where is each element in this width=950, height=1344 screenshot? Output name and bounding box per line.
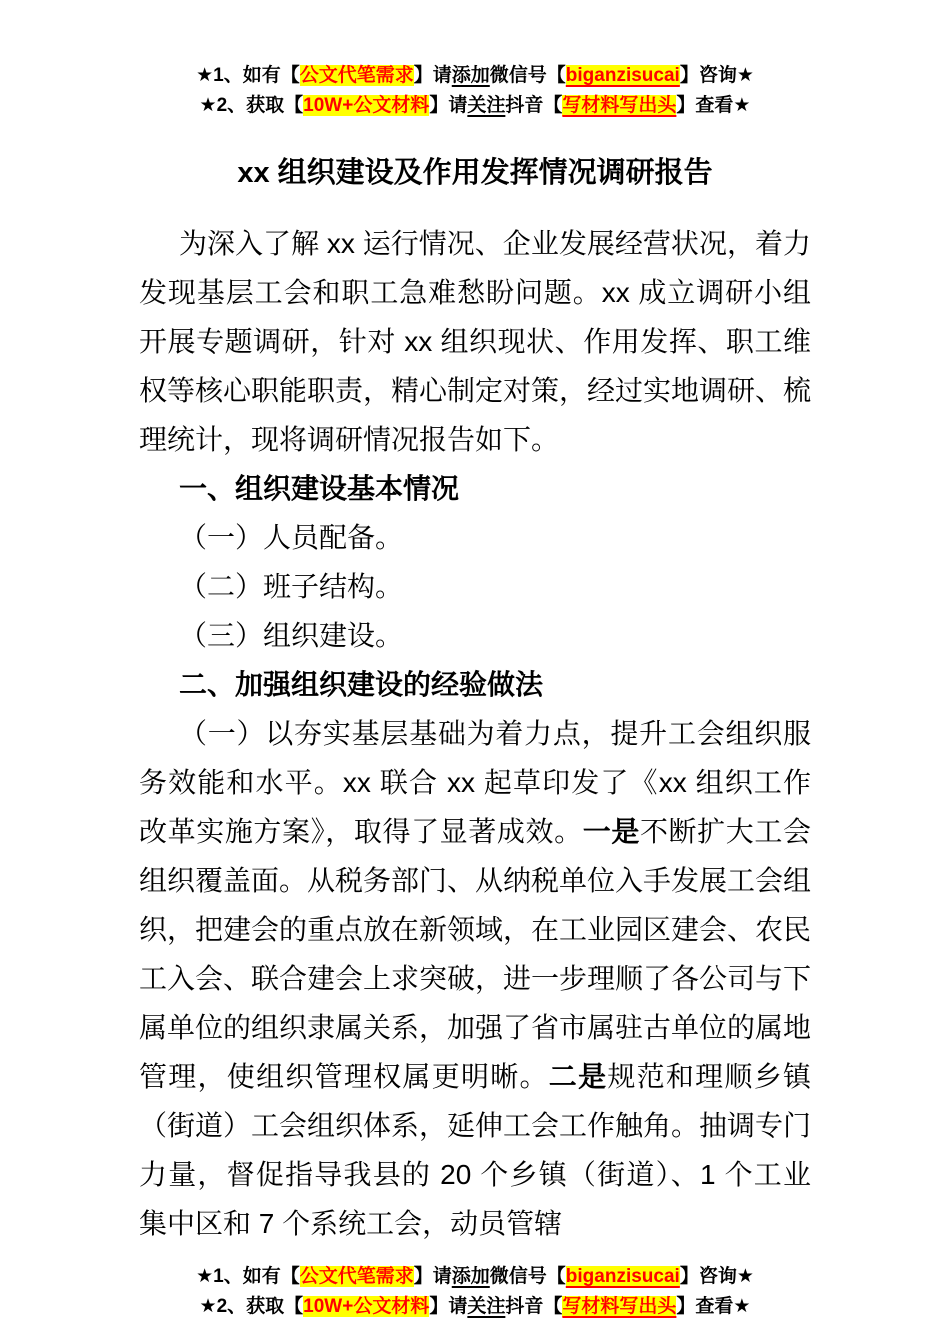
text-run: （一）人员配备。 xyxy=(179,522,404,553)
footer-promo xyxy=(0,1262,950,1322)
text-run: 规范和理顺乡镇（街道）工会组织体系，延伸工会工作触角。抽调专门力量，督促指导我县的 20 个乡镇（街道）、1 个工业集中区和 7 个系统工会，动员管辖 xyxy=(139,1061,812,1239)
promo-line-2 xyxy=(0,91,950,121)
underlined-text: 添加 xyxy=(451,1266,490,1287)
header-promo xyxy=(0,0,950,121)
paragraph xyxy=(139,219,811,464)
text-run: 】请 xyxy=(429,1296,468,1317)
text-run: 抖音【 xyxy=(505,95,563,116)
text-run: 】咨询★ xyxy=(679,1266,754,1287)
bold-text-run: 一、组织建设基本情况 xyxy=(179,473,460,504)
section-heading xyxy=(139,660,811,709)
document-title: xx 组织建设及作用发挥情况调研报告 xyxy=(237,157,713,189)
highlighted-text: biganzisucai xyxy=(565,1266,680,1287)
text-run: （二）班子结构。 xyxy=(179,571,404,602)
bold-text-run: 二、加强组织建设的经验做法 xyxy=(179,669,544,700)
highlighted-text: 10W+公文材料 xyxy=(303,95,430,116)
document-body xyxy=(139,219,811,1248)
paragraph xyxy=(139,709,811,1248)
text-run: （三）组织建设。 xyxy=(179,620,404,651)
promo-line-1 xyxy=(0,1262,950,1292)
text-run: 】查看★ xyxy=(676,1296,751,1317)
paragraph xyxy=(139,611,811,660)
text-run: 微信号【 xyxy=(489,1266,566,1287)
highlighted-text: 写材料写出头 xyxy=(562,1296,677,1317)
text-run: ★2、获取【 xyxy=(199,1296,304,1317)
bold-text-run: 二是 xyxy=(548,1061,608,1092)
promo-line-1 xyxy=(0,61,950,91)
bold-text-run: 一是 xyxy=(582,816,640,847)
highlighted-text: 公文代笔需求 xyxy=(299,1266,414,1287)
underlined-text: 添加 xyxy=(451,65,490,86)
text-run: 】请 xyxy=(413,65,452,86)
underlined-text: 关注 xyxy=(467,1296,506,1317)
text-run: 抖音【 xyxy=(505,1296,563,1317)
text-run: （一）以夯实基层基础为着力点，提升工会组织服务效能和水平。xx 联合 xx 起草印发了《xx 组织工作改革实施方案》，取得了显著成效。 xyxy=(139,718,811,847)
highlighted-text: 10W+公文材料 xyxy=(303,1296,430,1317)
text-run: 】请 xyxy=(429,95,468,116)
text-run: 】请 xyxy=(413,1266,452,1287)
text-run: 为深入了解 xx 运行情况、企业发展经营状况，着力发现基层工会和职工急难愁盼问题。xx 成立调研小组开展专题调研，针对 xx 组织现状、作用发挥、职工维权等核心职能职责，精心制定对策，经过实地调研、梳理统计，现将调研情况报告如下。 xyxy=(139,228,812,455)
promo-line-2 xyxy=(0,1292,950,1322)
text-run: ★1、如有【 xyxy=(196,65,300,86)
text-run: ★1、如有【 xyxy=(196,1266,300,1287)
text-run: 】咨询★ xyxy=(679,65,754,86)
highlighted-text: 公文代笔需求 xyxy=(299,65,414,86)
highlighted-text: 写材料写出头 xyxy=(562,95,677,116)
text-run: ★2、获取【 xyxy=(199,95,304,116)
section-heading xyxy=(139,464,811,513)
highlighted-text: biganzisucai xyxy=(565,65,680,86)
text-run: 】查看★ xyxy=(676,95,751,116)
underlined-text: 关注 xyxy=(467,95,506,116)
paragraph xyxy=(139,513,811,562)
paragraph xyxy=(139,562,811,611)
text-run: 不断扩大工会组织覆盖面。从税务部门、从纳税单位入手发展工会组织，把建会的重点放在新领域，在工业园区建会、农民工入会、联合建会上求突破，进一步理顺了各公司与下属单位的组织隶属关系，加强了省市属驻古单位的属地管理，使组织管理权属更明晰。 xyxy=(139,816,812,1092)
text-run: 微信号【 xyxy=(489,65,566,86)
